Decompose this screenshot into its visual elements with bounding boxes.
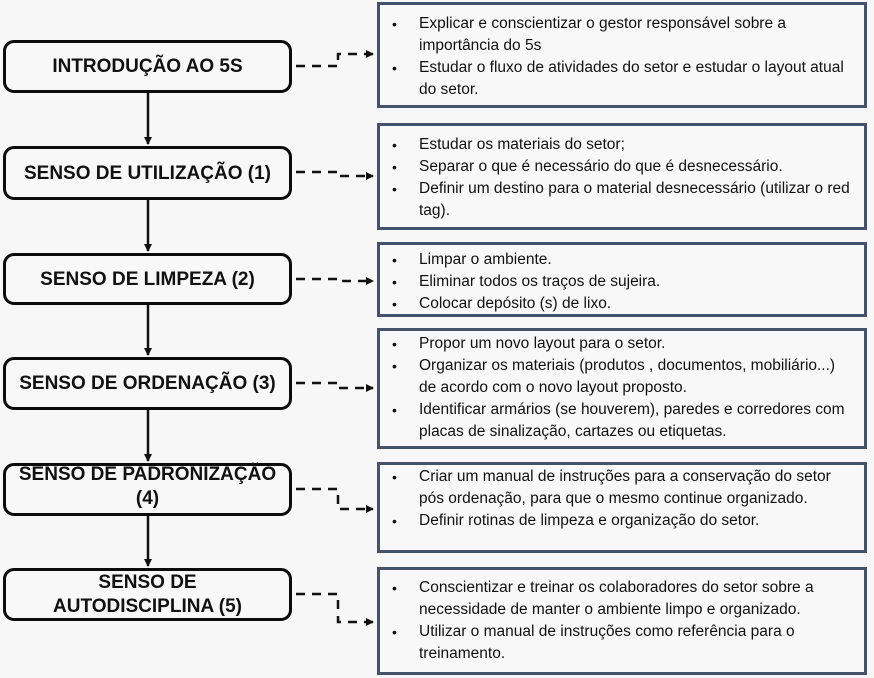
step-label: SENSO DE ORDENAÇÃO (3) [19,373,276,394]
note-item: • Propor um novo layout para o setor. [380,333,856,355]
note-item: • Explicar e conscientizar o gestor responsável sobre a importância do 5s [380,13,856,57]
note-limpeza [377,242,867,317]
note-ordenacao [377,328,867,449]
note-item: • Utilizar o manual de instruções como referência para o treinamento. [380,621,856,665]
step-autodisciplina [3,568,292,621]
note-item: • Colocar depósito (s) de lixo. [380,293,856,315]
note-introducao [377,2,867,108]
step-label: SENSO DE AUTODISCIPLINA (5) [53,571,242,617]
step-limpeza [3,253,292,305]
note-item: • Organizar os materiais (produtos , documentos, mobiliário...) de acordo com o novo layout proposto. [380,355,856,399]
step-label: SENSO DE PADRONIZAÇÃO (4) [18,464,277,509]
note-item: • Criar um manual de instruções para a conservação do setor pós ordenação, para que o mesmo continue organizado. [380,466,856,510]
note-item: • Conscientizar e treinar os colaboradores do setor sobre a necessidade de manter o ambiente limpo e organizado. [380,577,856,621]
step-label: SENSO DE LIMPEZA (2) [40,268,255,290]
note-item: • Definir um destino para o material desnecessário (utilizar o red tag). [380,178,856,222]
step-ordenacao [3,357,292,410]
note-item: • Separar o que é necessário do que é desnecessário. [380,156,856,178]
note-padronizacao [377,462,867,553]
step-introducao [3,40,292,93]
note-autodisciplina [377,567,867,675]
step-padronizacao [3,463,292,516]
note-item: • Definir rotinas de limpeza e organização do setor. [380,510,856,532]
step-utilizacao [3,146,292,200]
note-item: • Limpar o ambiente. [380,249,856,271]
note-item: • Eliminar todos os traços de sujeira. [380,271,856,293]
note-utilizacao [377,123,867,230]
note-item: • Estudar o fluxo de atividades do setor e estudar o layout atual do setor. [380,57,856,101]
step-label: SENSO DE UTILIZAÇÃO (1) [23,162,271,184]
note-item: • Estudar os materiais do setor; [380,134,856,156]
step-label: INTRODUÇÃO AO 5S [52,56,243,77]
dashed-connectors [296,54,373,622]
note-item: • Identificar armários (se houverem), paredes e corredores com placas de sinalização, cartazes ou etiquetas. [380,399,856,443]
